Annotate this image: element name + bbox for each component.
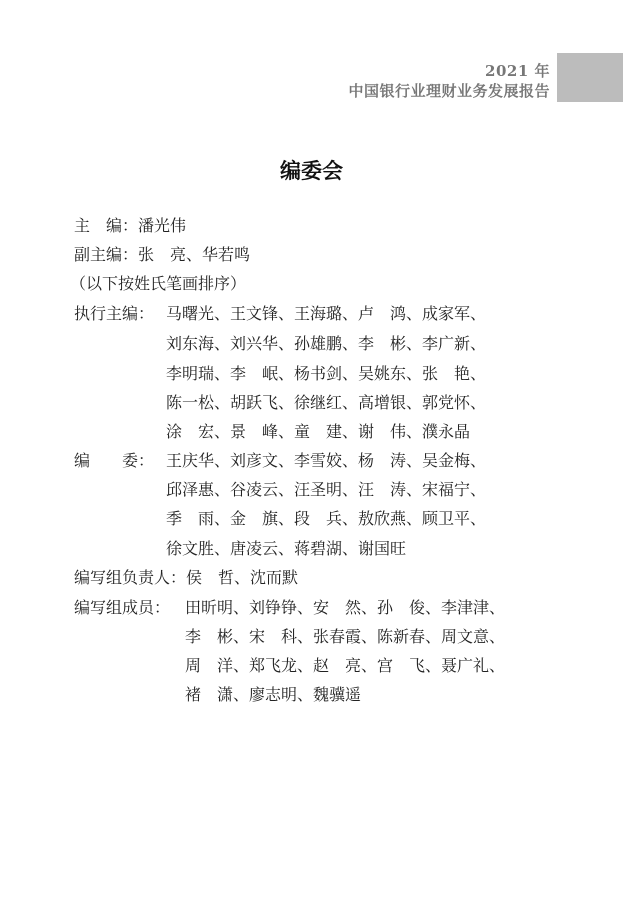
executive-editors-line: 陈一松、胡跃飞、徐继红、高增银、郭党怀、	[166, 393, 487, 412]
executive-editors-line: 刘东海、刘兴华、孙雄鹏、李 彬、李广新、	[166, 334, 487, 353]
executive-editors-label: 执行主编：	[74, 304, 155, 323]
deputy-editor-names: 张 亮、华若鸣	[138, 245, 251, 264]
deputy-editor-label: 副主编：	[74, 245, 139, 264]
committee-members-line: 季 雨、金 旗、段 兵、敖欣燕、顾卫平、	[166, 509, 487, 528]
header-report-title: 中国银行业理财业务发展报告	[348, 82, 550, 100]
writing-members-line: 田昕明、刘铮铮、安 然、孙 俊、李津津、	[185, 598, 506, 617]
writing-members-line: 周 洋、郑飞龙、赵 亮、宫 飞、聂广礼、	[185, 656, 506, 675]
page-title: 编委会	[280, 159, 343, 183]
executive-editors-line: 马曙光、王文锋、王海璐、卢 鸿、成家军、	[166, 304, 487, 323]
committee-members-line: 徐文胜、唐凌云、蒋碧湖、谢国旺	[166, 539, 407, 558]
deputy-editor-line	[74, 245, 250, 265]
committee-members-line: 邱泽惠、谷凌云、汪圣明、汪 涛、宋福宁、	[166, 480, 487, 499]
chief-editor-names: 潘光伟	[138, 216, 187, 235]
writing-members-line: 褚 潇、廖志明、魏骥遥	[185, 685, 362, 704]
chief-editor-line	[74, 216, 186, 236]
writing-members-line: 李 彬、宋 科、张春霞、陈新春、周文意、	[185, 627, 506, 646]
committee-members-label: 编 委：	[74, 451, 155, 470]
writing-lead-line	[74, 568, 298, 588]
ordering-note: （以下按姓氏笔画排序）	[70, 274, 247, 293]
executive-editors-line: 李明瑞、李 岷、杨书剑、吴姚东、张 艳、	[166, 364, 487, 383]
writing-lead-names: 侯 哲、沈而默	[186, 568, 299, 587]
page-corner-tab	[557, 53, 623, 102]
committee-members-line: 王庆华、刘彦文、李雪姣、杨 涛、吴金梅、	[166, 451, 487, 470]
chief-editor-label: 主 编：	[74, 216, 139, 235]
writing-lead-label: 编写组负责人：	[74, 568, 187, 587]
header-year: 2021 年	[485, 62, 550, 80]
writing-members-label: 编写组成员：	[74, 598, 171, 617]
executive-editors-line: 涂 宏、景 峰、童 建、谢 伟、濮永晶	[166, 422, 471, 441]
